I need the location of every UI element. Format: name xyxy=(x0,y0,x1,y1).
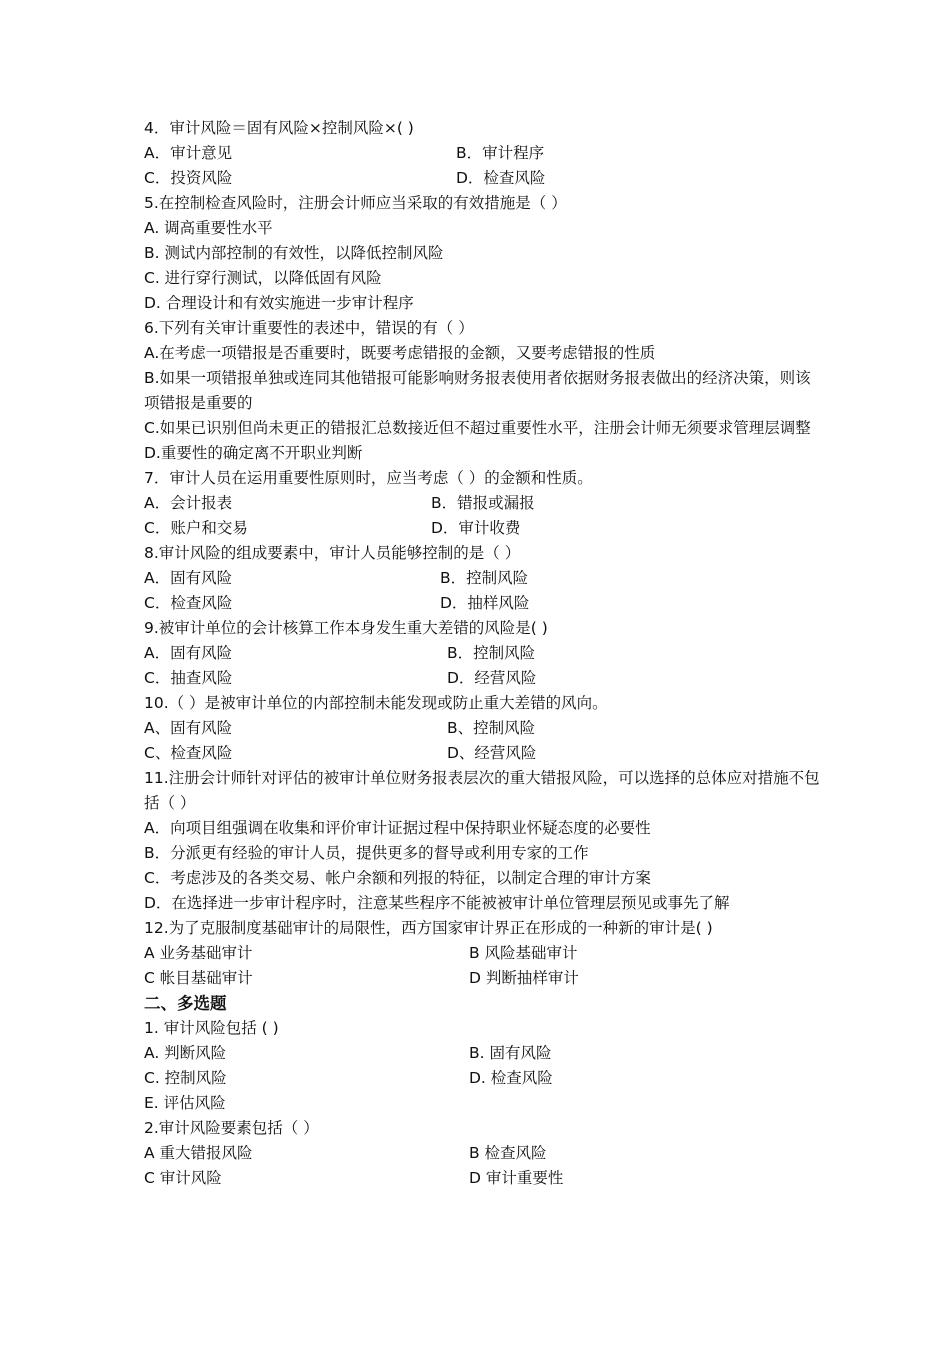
option-row xyxy=(144,1066,824,1091)
question-stem: 1. 审计风险包括 ( ) xyxy=(144,1019,279,1037)
option-a: A．会计报表 xyxy=(144,494,233,512)
option-a: A 重大错报风险 xyxy=(144,1144,253,1162)
exam-page xyxy=(144,116,824,1191)
question-stem: 4．审计风险＝固有风险×控制风险×( ) xyxy=(144,119,414,137)
option-b: B．控制风险 xyxy=(447,644,536,662)
option-d: D．抽样风险 xyxy=(440,594,530,612)
question-stem: 11.注册会计师针对评估的被审计单位财务报表层次的重大错报风险，可以选择的总体应对措施不包括（ ） xyxy=(144,769,820,812)
option-c: C 审计风险 xyxy=(144,1169,222,1187)
option-a: A.在考虑一项错报是否重要时，既要考虑错报的金额，又要考虑错报的性质 xyxy=(144,344,656,362)
option-row xyxy=(144,566,824,591)
option-a: A、固有风险 xyxy=(144,719,233,737)
option-row xyxy=(144,1041,824,1066)
option-a: A．向项目组强调在收集和评价审计证据过程中保持职业怀疑态度的必要性 xyxy=(144,819,651,837)
option-row xyxy=(144,516,824,541)
option-c: C．考虑涉及的各类交易、帐户余额和列报的特征，以制定合理的审计方案 xyxy=(144,869,651,887)
option-b: B、控制风险 xyxy=(447,719,536,737)
option-d: D.重要性的确定离不开职业判断 xyxy=(144,444,363,462)
question-stem: 12.为了克服制度基础审计的局限性，西方国家审计界正在形成的一种新的审计是( ) xyxy=(144,919,713,937)
option-b: B 风险基础审计 xyxy=(469,944,578,962)
option-c: C．抽查风险 xyxy=(144,669,233,687)
option-row xyxy=(144,966,824,991)
option-d: D．在选择进一步审计程序时，注意某些程序不能被被审计单位管理层预见或事先了解 xyxy=(144,894,730,912)
option-b: B.如果一项错报单独或连同其他错报可能影响财务报表使用者依据财务报表做出的经济决策，则该项错报是重要的 xyxy=(144,369,811,412)
option-row xyxy=(144,741,824,766)
section-title: 二、多选题 xyxy=(144,994,227,1013)
option-row xyxy=(144,1166,824,1191)
option-row xyxy=(144,491,824,516)
question-stem: 7．审计人员在运用重要性原则时，应当考虑（ ）的金额和性质。 xyxy=(144,469,593,487)
option-d: D. 检查风险 xyxy=(469,1069,553,1087)
option-b: B. 固有风险 xyxy=(469,1044,552,1062)
option-c: C. 控制风险 xyxy=(144,1069,227,1087)
option-a: A 业务基础审计 xyxy=(144,944,253,962)
option-a: A．固有风险 xyxy=(144,644,233,662)
option-c: C 帐目基础审计 xyxy=(144,969,253,987)
option-b: B．分派更有经验的审计人员，提供更多的督导或利用专家的工作 xyxy=(144,844,589,862)
option-c: C.如果已识别但尚未更正的错报汇总数接近但不超过重要性水平，注册会计师无须要求管理层调整 xyxy=(144,419,811,437)
question-stem: 8.审计风险的组成要素中，审计人员能够控制的是（ ） xyxy=(144,544,521,562)
option-c: C. 进行穿行测试，以降低固有风险 xyxy=(144,269,382,287)
option-row xyxy=(144,141,824,166)
question-stem: 10.（ ）是被审计单位的内部控制未能发现或防止重大差错的风向。 xyxy=(144,694,608,712)
option-row xyxy=(144,591,824,616)
option-d: D．经营风险 xyxy=(447,669,537,687)
option-c: C．账户和交易 xyxy=(144,519,248,537)
option-c: C、检查风险 xyxy=(144,744,233,762)
option-row xyxy=(144,716,824,741)
option-row xyxy=(144,166,824,191)
question-stem: 2.审计风险要素包括（ ） xyxy=(144,1119,319,1137)
option-d: D 判断抽样审计 xyxy=(469,969,579,987)
option-row xyxy=(144,1141,824,1166)
option-d: D．审计收费 xyxy=(431,519,521,537)
option-b: B．错报或漏报 xyxy=(431,494,535,512)
question-stem: 5.在控制检查风险时，注册会计师应当采取的有效措施是（ ） xyxy=(144,194,567,212)
option-d: D、经营风险 xyxy=(447,744,537,762)
option-c: C．投资风险 xyxy=(144,169,233,187)
option-d: D. 合理设计和有效实施进一步审计程序 xyxy=(144,294,414,312)
option-b: B．审计程序 xyxy=(456,144,545,162)
option-a: A. 调高重要性水平 xyxy=(144,219,273,237)
option-e: E. 评估风险 xyxy=(144,1094,226,1112)
option-row xyxy=(144,641,824,666)
option-b: B 检查风险 xyxy=(469,1144,547,1162)
option-row xyxy=(144,941,824,966)
option-b: B. 测试内部控制的有效性，以降低控制风险 xyxy=(144,244,444,262)
option-row xyxy=(144,666,824,691)
option-a: A．审计意见 xyxy=(144,144,233,162)
question-stem: 6.下列有关审计重要性的表述中，错误的有（ ） xyxy=(144,319,474,337)
question-stem: 9.被审计单位的会计核算工作本身发生重大差错的风险是( ) xyxy=(144,619,548,637)
option-a: A. 判断风险 xyxy=(144,1044,227,1062)
option-c: C．检查风险 xyxy=(144,594,233,612)
option-d: D 审计重要性 xyxy=(469,1169,564,1187)
option-b: B．控制风险 xyxy=(440,569,529,587)
option-d: D．检查风险 xyxy=(456,169,546,187)
option-a: A．固有风险 xyxy=(144,569,233,587)
